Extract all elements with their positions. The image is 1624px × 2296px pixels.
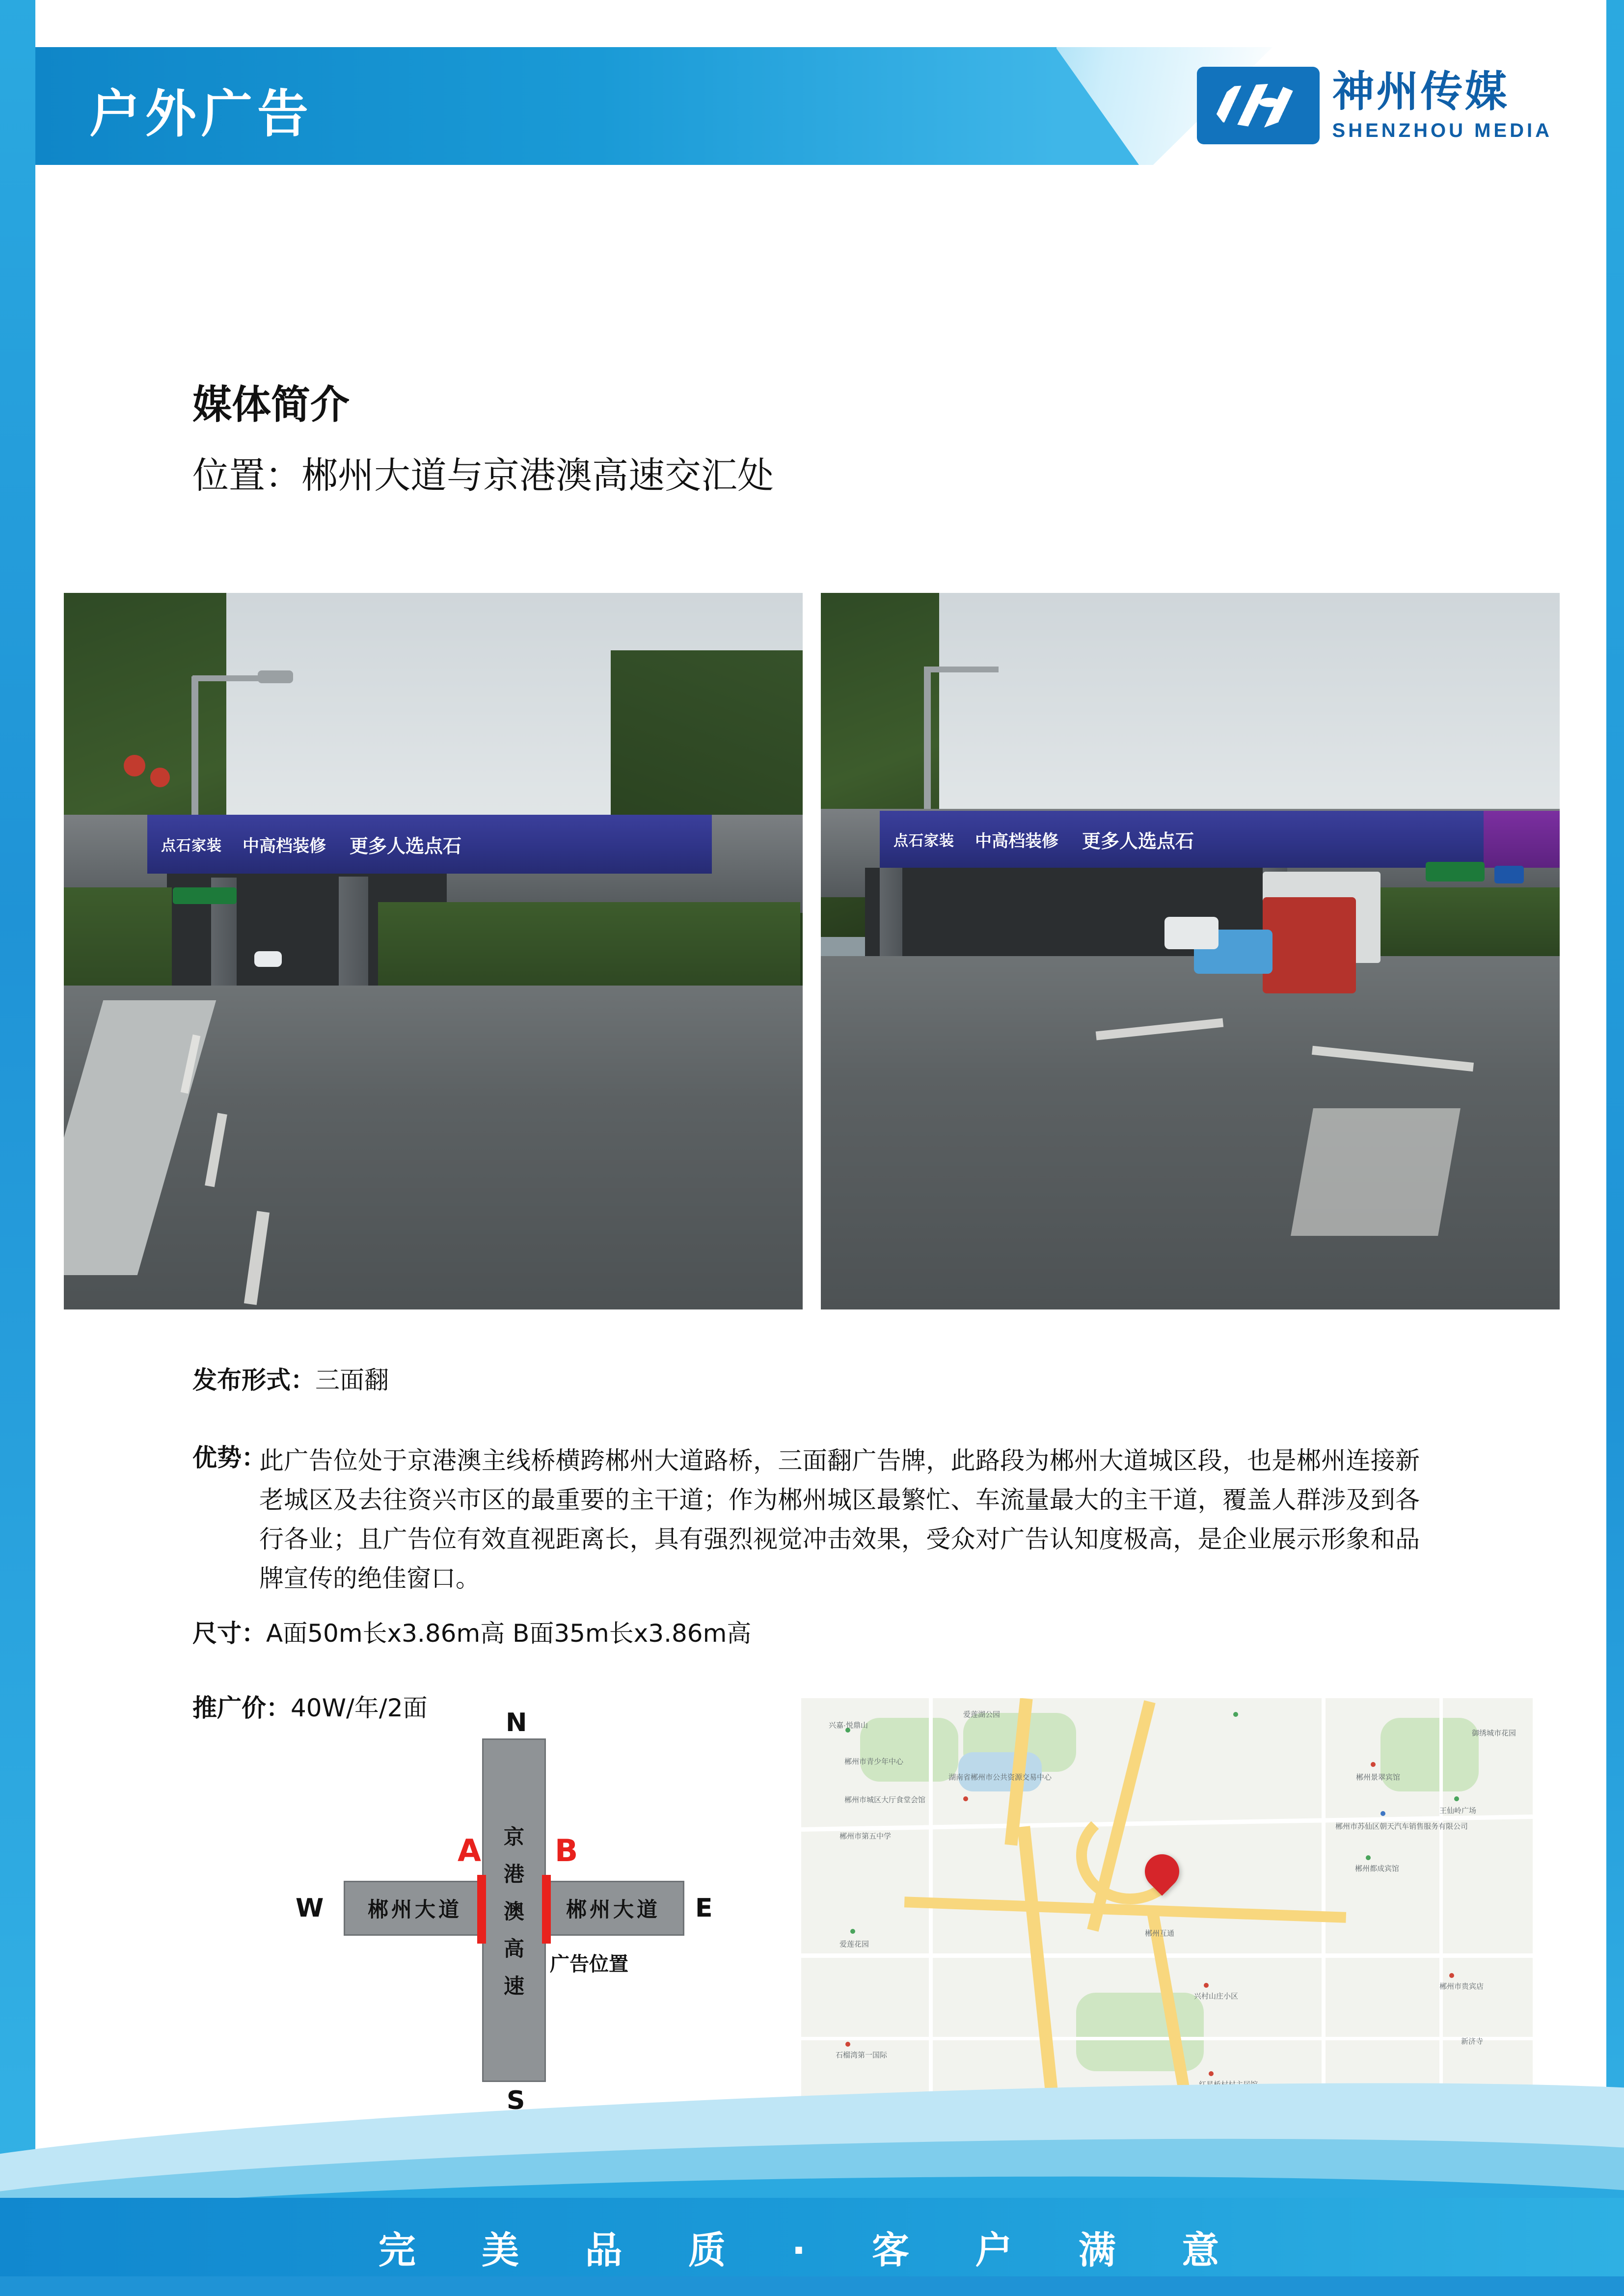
map-label: 兴村山庄小区	[1194, 1992, 1239, 2001]
billboard-face-a-label: A	[458, 1833, 481, 1869]
billboard-text-2: 更多人选点石	[350, 835, 462, 857]
map-poi	[1366, 1855, 1371, 1860]
highway-label-c5: 速	[503, 1974, 524, 1998]
brand-name-cn: 神州传媒	[1332, 67, 1509, 116]
billboard-position-note: 广告位置	[550, 1953, 628, 1976]
decorative-lantern	[124, 755, 145, 776]
bridge-pier	[880, 868, 902, 961]
bottom-bar	[0, 2276, 1624, 2296]
highway-label-c1: 京	[503, 1825, 524, 1849]
road-sign	[1494, 866, 1524, 883]
map-road	[801, 1953, 1533, 1958]
bridge-pier	[339, 877, 368, 994]
decorative-lantern	[150, 768, 170, 787]
price-label: 推广价：	[192, 1694, 291, 1722]
highway-label-c3: 澳	[503, 1899, 524, 1923]
road-sign	[1426, 862, 1485, 881]
compass-west: W	[296, 1894, 324, 1923]
map-label: 新济寺	[1461, 2037, 1484, 2046]
avenue-west-road: 郴州大道	[344, 1881, 486, 1936]
map-label: 郴州市青少年中心	[844, 1758, 904, 1766]
map-poi	[1449, 1973, 1454, 1978]
map-poi	[1204, 1983, 1209, 1988]
white-car	[1164, 917, 1218, 949]
map-label: 湖南省郴州市公共资源交易中心	[948, 1773, 1052, 1782]
map-poi	[1371, 1762, 1376, 1767]
billboard-face-b-label: B	[555, 1833, 578, 1869]
map-label: 郴州都成宾馆	[1355, 1865, 1400, 1873]
map-poi	[1380, 1811, 1385, 1816]
map-label: 郴州市贵宾店	[1439, 1982, 1484, 1991]
price-value: 40W/年/2面	[291, 1694, 428, 1722]
map-label: 爱莲湖公园	[963, 1710, 1001, 1719]
map-poi	[850, 1929, 855, 1934]
size-value: A面50m长x3.86m高 B面35m长x3.86m高	[266, 1619, 752, 1648]
compass-east: E	[695, 1894, 713, 1923]
size-row	[192, 1614, 751, 1649]
billboard-text-1: 中高档装修	[975, 831, 1058, 851]
avenue-east-road: 郴州大道	[542, 1881, 684, 1936]
compass-north: N	[506, 1708, 527, 1737]
map-poi	[1233, 1712, 1238, 1717]
billboard-banner	[880, 811, 1484, 868]
brand-name-en: SHENZHOU MEDIA	[1332, 120, 1552, 141]
billboard-brand: 点石家装	[161, 837, 222, 854]
billboard-face-b-marker	[542, 1875, 551, 1944]
map-label: 郴州互通	[1145, 1929, 1175, 1938]
billboard-text-2: 更多人选点石	[1082, 830, 1194, 852]
map-label: 兴嘉·悦鼎山	[829, 1721, 868, 1730]
advantage-row	[192, 1438, 1420, 1598]
release-form-row	[192, 1361, 389, 1396]
advantage-label: 优势：	[192, 1443, 266, 1472]
location-label: 位置：	[192, 454, 301, 497]
page-title: 户外广告	[89, 84, 314, 144]
highway-label-c2: 港	[503, 1862, 524, 1886]
billboard-banner	[147, 815, 712, 874]
highway-label-c4: 高	[503, 1937, 524, 1961]
footer-slogan: 完 美 品 质 · 客 户 满 意	[378, 2228, 1246, 2272]
billboard-face-a-marker	[477, 1875, 486, 1944]
billboard-brand: 点石家装	[893, 832, 954, 850]
page-footer	[0, 2021, 1624, 2296]
photo-left	[64, 593, 803, 1309]
map-label: 郴州景翠宾馆	[1356, 1773, 1401, 1782]
street-light-head	[258, 670, 293, 683]
map-label: 王仙岭广场	[1439, 1807, 1477, 1815]
map-park-area	[860, 1718, 958, 1782]
map-label: 爱莲花园	[839, 1940, 869, 1949]
map-label: 郴州市城区大厅食堂会馆	[844, 1796, 926, 1804]
location-value: 郴州大道与京港澳高速交汇处	[301, 454, 774, 497]
street-light-arm	[925, 667, 999, 672]
billboard-side-panel	[1484, 811, 1560, 868]
map-poi	[1454, 1796, 1459, 1801]
compass-south: S	[507, 2086, 525, 2115]
map-label: 石榴湾第一国际	[836, 2051, 888, 2059]
map-label: 郴州市苏仙区朝天汽车销售服务有限公司	[1335, 1822, 1468, 1831]
size-label: 尺寸：	[192, 1619, 266, 1648]
billboard-text-1: 中高档装修	[243, 836, 326, 856]
truck-cab	[1263, 897, 1356, 993]
section-title: 媒体简介	[192, 382, 350, 427]
photo-right	[821, 593, 1560, 1309]
map-label: 御绣城市花园	[1472, 1729, 1516, 1737]
advantage-value: 此广告位处于京港澳主线桥横跨郴州大道路桥，三面翻广告牌，此路段为郴州大道城区段，也是郴州连接新老城区及去往资兴市区的最重要的主干道；作为郴州城区最繁忙、车流量最大的主干道，覆盖人群涉及到各行各业；且广告位有效直视距离长，具有强烈视觉冲击效果，受众对广告认知度极高，是企业展示形象和品牌宣传的绝佳窗口。	[259, 1446, 1420, 1593]
location-line	[192, 447, 774, 499]
release-form-label: 发布形式：	[192, 1366, 315, 1394]
road-sign	[173, 887, 237, 904]
street-light-arm	[192, 675, 266, 681]
release-form-value: 三面翻	[315, 1366, 389, 1394]
road-patch	[1291, 1108, 1461, 1236]
distant-car	[254, 951, 282, 967]
map-poi	[963, 1796, 968, 1801]
map-label: 郴州市第五中学	[839, 1832, 892, 1841]
